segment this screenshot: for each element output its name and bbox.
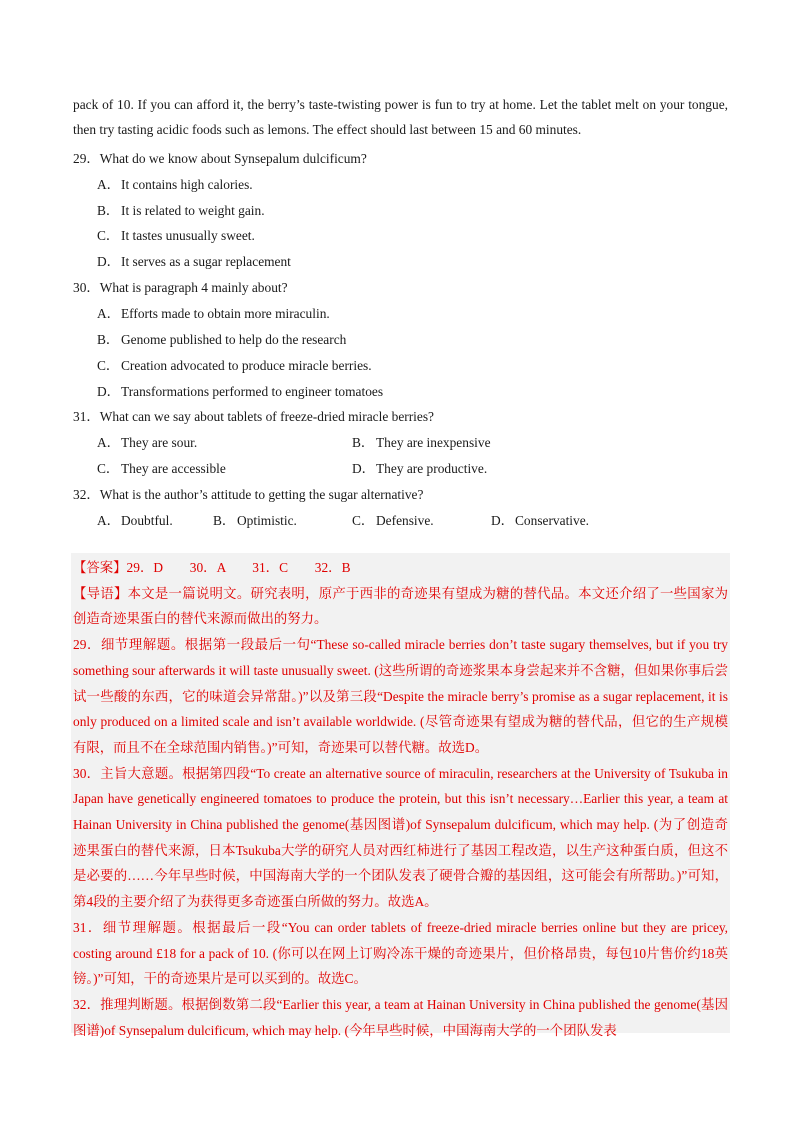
guide-text: 【导语】本文是一篇说明文。研究表明，原产于西非的奇迹果有望成为糖的替代品。本文还介绍了一些国家为创造奇迹果蛋白的替代来源而做出的努力。 [73,585,728,627]
q29-option-b: B． It is related to weight gain. [97,203,265,218]
q32-option-a: A．Doubtful. [97,513,173,528]
q31-option-b: B． They are inexpensive [352,435,491,450]
explanation-30: 30．主旨大意题。根据第四段“To create an alternative source of miraculin, researchers at the University of Tsukuba in Japan have genetically engineered tomatoes to produce the protein, but this isn’t necessary…Earlier this year, a team at Hainan University in China published the genome(基因图谱)of Synsepalum dulcificum, which may help. (为了创造奇迹果蛋白的替代来源，日本Tsukuba大学的研究人员对西红柿进行了基因工程改造，以生产这种蛋白质，但这不是必要的……今年早些时候，中国海南大学的一个团队发表了硬骨合瓣的基因组，这可能会有所帮助。)”可知，第4段的主要介绍了为获得更多奇迹蛋白所做的努力。故选A。 [73,765,728,910]
q29-option-a: A．It contains high calories. [97,177,253,192]
question-29: 29．What do we know about Synsepalum dulcificum? [73,151,367,166]
answer-explanation-block [73,555,728,1043]
q32-option-c: C． Defensive. [352,513,434,528]
q31-option-d: D．They are productive. [352,461,488,476]
q30-option-b: B． Genome published to help do the research [97,332,347,347]
q32-option-d: D．Conservative. [491,513,590,528]
intro-paragraph: pack of 10. If you can afford it, the berry’s taste-twisting power is fun to try at home. Let the tablet melt on your tongue, then try tasting acidic foods such as lemons. The effect should last between 15 and 60 minutes. [73,97,728,137]
q31-option-a: A．They are sour. [97,435,198,450]
q30-option-d: D．Transformations performed to engineer tomatoes [97,384,384,399]
q29-option-c: C． It tastes unusually sweet. [97,228,255,243]
explanation-29: 29．细节理解题。根据第一段最后一句“These so-called miracle berries don’t taste sugary themselves, but if you try something sour afterwards it will taste unusually sweet. (这些所谓的奇迹浆果本身尝起来并不含糖，但如果你事后尝试一些酸的东西，它的味道会异常甜。)”以及第三段“Despite the miracle berry’s promise as a sugar replacement, it is only produced on a limited scale and isn’t available worldwide. (尽管奇迹果有望成为糖的替代品，但它的生产规模有限，而且不在全球范围内销售。)”可知，奇迹果可以替代糖。故选D。 [73,637,728,755]
q30-option-a: A．Efforts made to obtain more miraculin. [97,306,330,321]
question-30: 30．What is paragraph 4 mainly about? [73,280,288,295]
q31-option-c: C． They are accessible [97,461,226,476]
q29-option-d: D．It serves as a sugar replacement [97,254,291,269]
question-32: 32．What is the author’s attitude to getting the sugar alternative? [73,487,424,502]
answer-line: 【答案】29．D 30．A 31．C 32．B [73,560,351,575]
explanation-32: 32．推理判断题。根据倒数第二段“Earlier this year, a team at Hainan University in China published the genome(基因图谱)of Synsepalum dulcificum, which may help. (今年早些时候，中国海南大学的一个团队发表 [73,996,728,1038]
explanation-31: 31．细节理解题。根据最后一段“You can order tablets of freeze-dried miracle berries online but they are pricey, costing around £18 for a pack of 10. (你可以在网上订购冷冻干燥的奇迹果片，但价格昂贵，每包10片售价约18英镑。)”可知，干的奇迹果片是可以买到的。故选C。 [73,919,728,987]
q32-option-b: B． Optimistic. [213,513,297,528]
question-31: 31．What can we say about tablets of freeze-dried miracle berries? [73,409,434,424]
q30-option-c: C． Creation advocated to produce miracle berries. [97,358,372,373]
